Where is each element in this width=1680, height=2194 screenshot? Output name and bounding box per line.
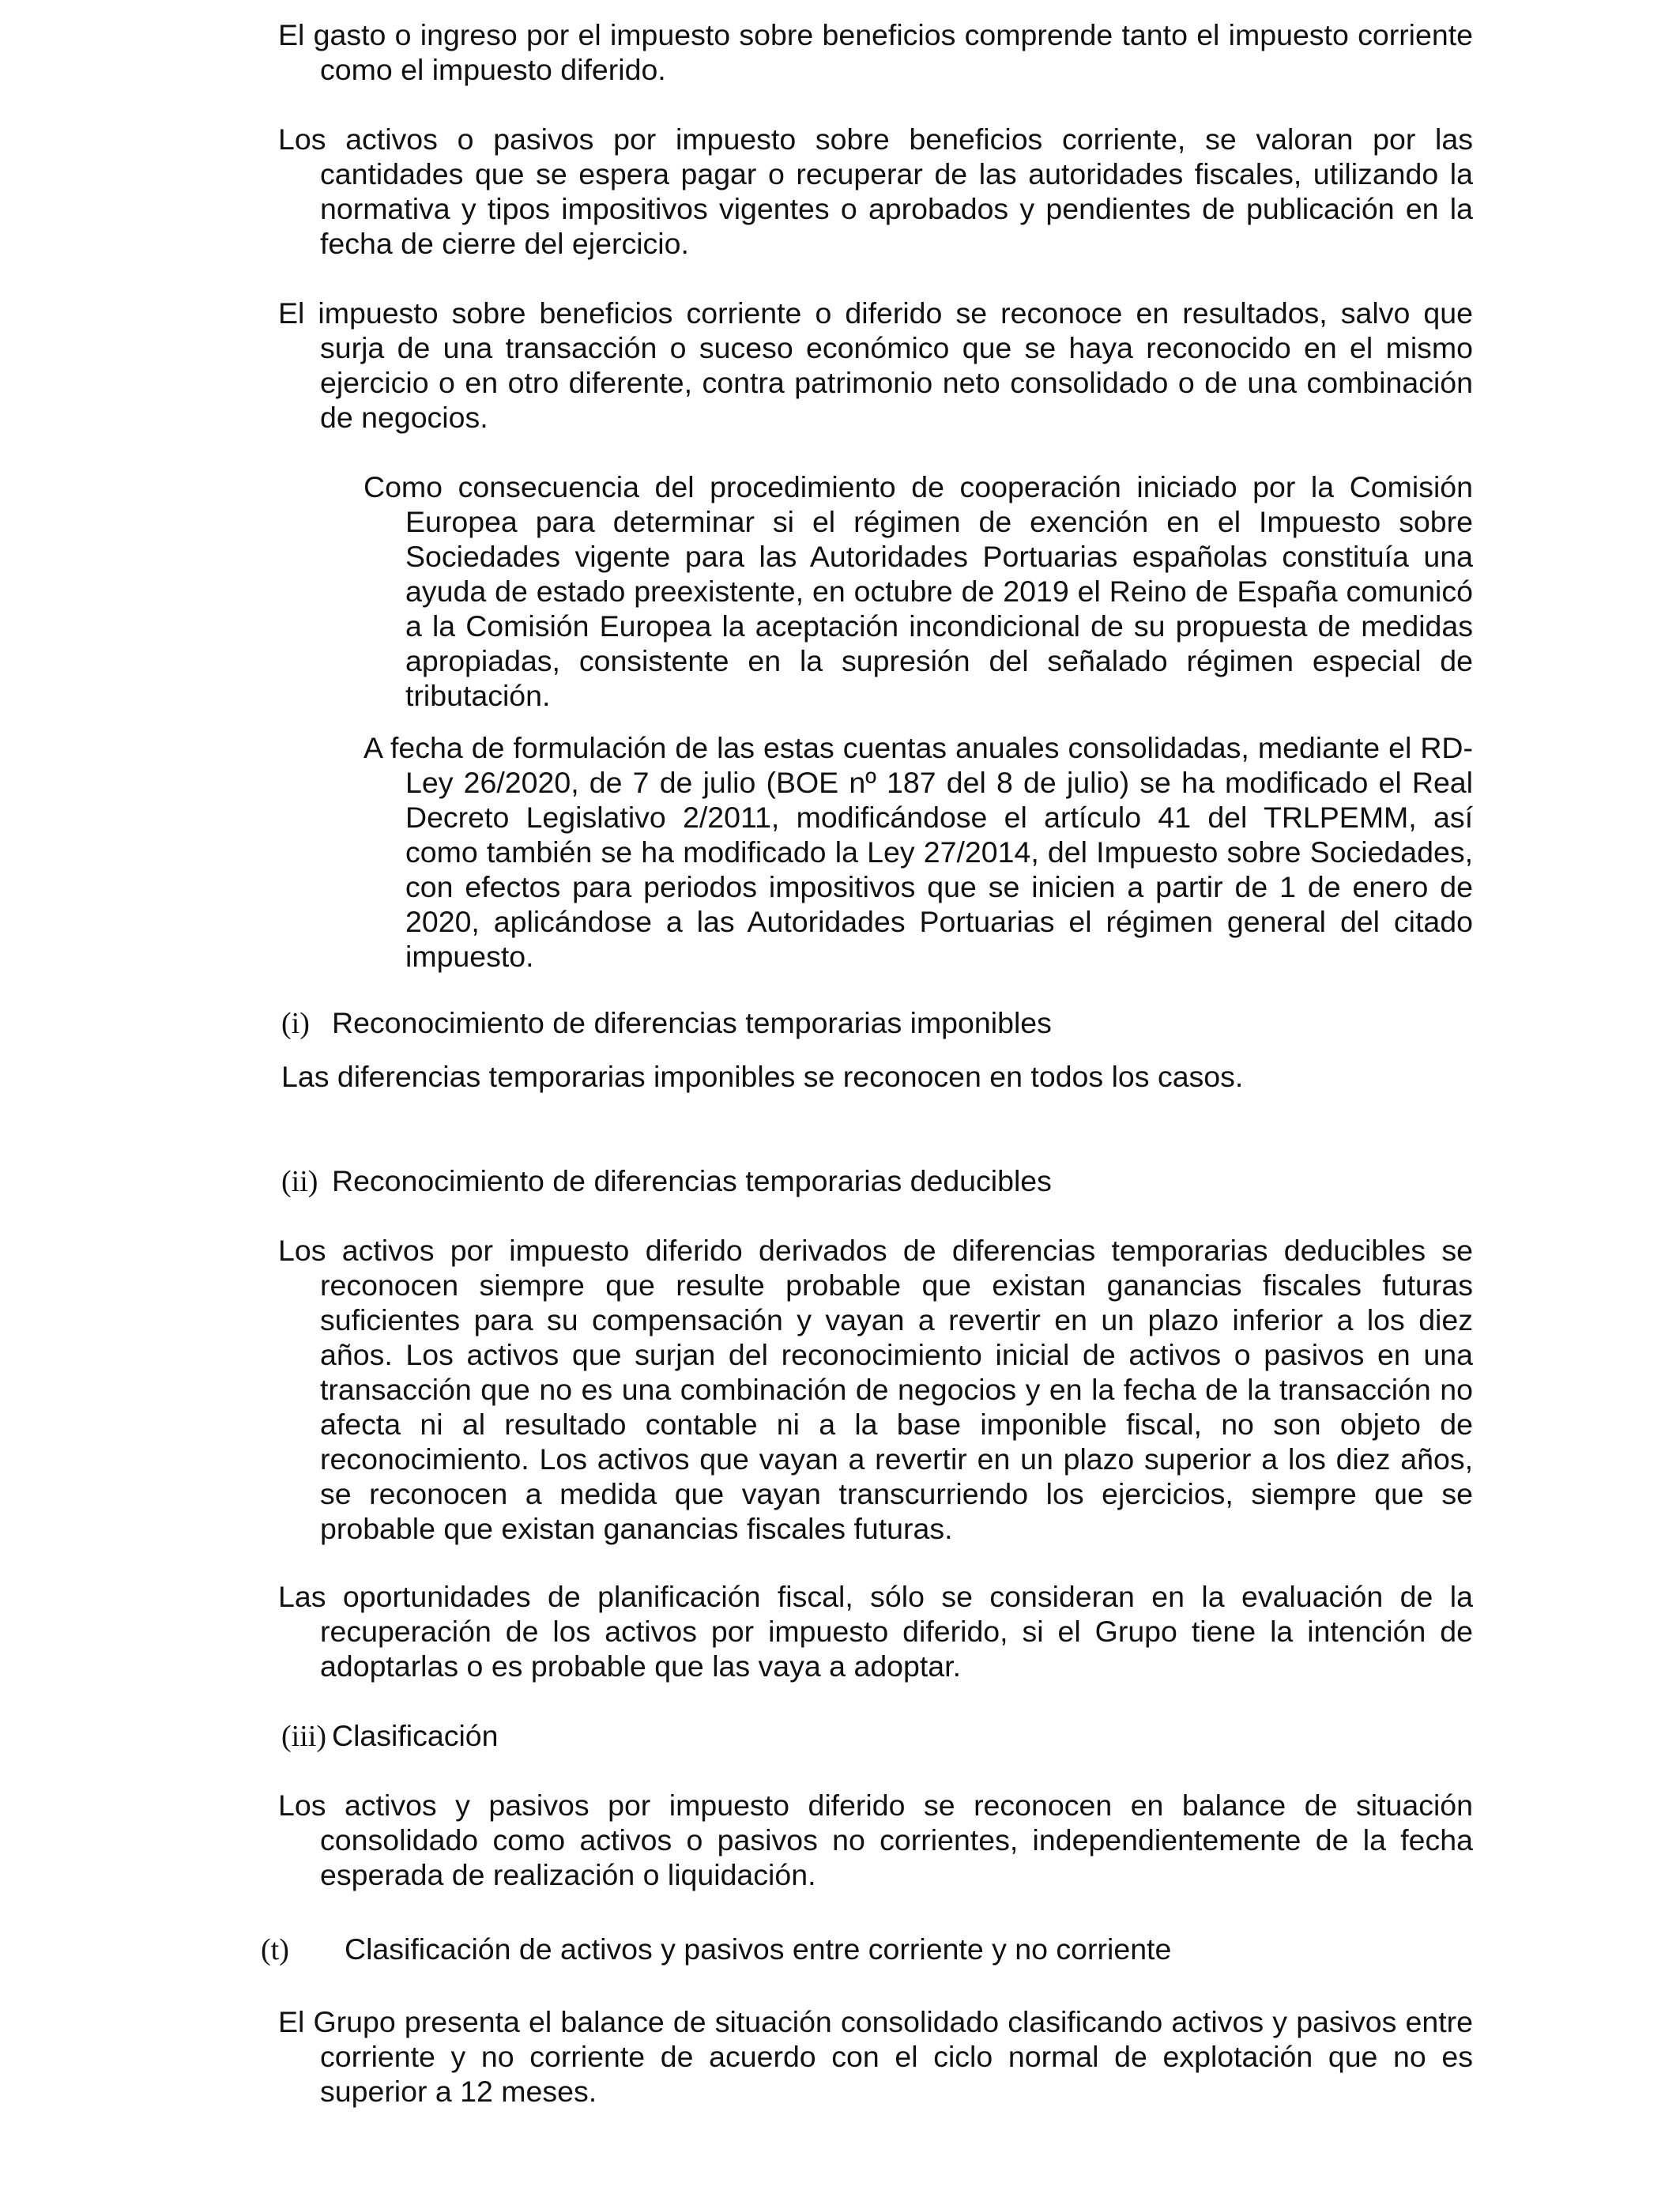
- heading-title: Reconocimiento de diferencias temporarias deducibles: [332, 1164, 1052, 1197]
- heading-number: (t): [261, 1933, 289, 1966]
- paragraph-current-tax-valuation: Los activos o pasivos por impuesto sobre beneficios corriente, se valoran por las cantidades que se espera pagar o recuperar de las autoridades fiscales, utilizando la normativa y tipos impositivos vigentes o aprobados y pendientes de publicación en la fecha de cierre del ejercicio.: [278, 123, 1473, 260]
- paragraph-deferred-tax-classification: Los activos y pasivos por impuesto diferido se reconocen en balance de situación consolidado como activos o pasivos no corrientes, independientemente de la fecha esperada de realización o liquidación.: [278, 1789, 1473, 1891]
- paragraph-tax-expense-definition: El gasto o ingreso por el impuesto sobre beneficios comprende tanto el impuesto corriente como el impuesto diferido.: [278, 18, 1473, 86]
- heading-title: Reconocimiento de diferencias temporarias imponibles: [332, 1006, 1052, 1039]
- paragraph-deferred-tax-assets: Los activos por impuesto diferido derivados de diferencias temporarias deducibles se reconocen siempre que resulte probable que existan ganancias fiscales futuras suficientes para su compensación y vayan a revertir en un plazo inferior a los diez años. Los activos que surjan del reconocimiento inicial de activos o pasivos en una transacción que no es una combinación de negocios y en la fecha de la transacción no afecta ni al resultado contable ni a la base imponible fiscal, no son objeto de reconocimiento. Los activos que vayan a revertir en un plazo superior a los diez años, se reconocen a medida que vayan transcurriendo los ejercicios, siempre que se probable que existan ganancias fiscales futuras.: [278, 1234, 1473, 1545]
- paragraph-taxable-differences: Las diferencias temporarias imponibles se reconocen en todos los casos.: [281, 1060, 1244, 1093]
- paragraph-european-commission-cooperation: Como consecuencia del procedimiento de cooperación iniciado por la Comisión Europea para determinar si el régimen de exención en el Impuesto sobre Sociedades vigente para las Autoridades Portuarias españolas constituía una ayuda de estado preexistente, en octubre de 2019 el Reino de España comunicó a la Comisión Europea la aceptación incondicional de su propuesta de medidas apropiadas, consistente en la supresión del señalado régimen especial de tributación.: [363, 470, 1473, 712]
- heading-current-noncurrent: [261, 1932, 1171, 1967]
- heading-title: Clasificación de activos y pasivos entre corriente y no corriente: [345, 1932, 1172, 1966]
- heading-taxable-differences: [281, 1005, 1052, 1041]
- paragraph-tax-planning: Las oportunidades de planificación fiscal, sólo se consideran en la evaluación de la recuperación de los activos por impuesto diferido, si el Grupo tiene la intención de adoptarlas o es probable que las vaya a adoptar.: [278, 1580, 1473, 1683]
- paragraph-balance-classification: El Grupo presenta el balance de situación consolidado clasificando activos y pasivos entre corriente y no corriente de acuerdo con el ciclo normal de explotación que no es superior a 12 meses.: [278, 2005, 1473, 2108]
- heading-number: (i): [281, 1007, 310, 1040]
- paragraph-rd-ley-2020: A fecha de formulación de las estas cuentas anuales consolidadas, mediante el RD-Ley 26/2020, de 7 de julio (BOE nº 187 del 8 de julio) se ha modificado el Real Decreto Legislativo 2/2011, modificándose el artículo 41 del TRLPEMM, así como también se ha modificado la Ley 27/2014, del Impuesto sobre Sociedades, con efectos para periodos impositivos que se inicien a partir de 1 de enero de 2020, aplicándose a las Autoridades Portuarias el régimen general del citado impuesto.: [363, 731, 1473, 973]
- heading-number: (iii): [281, 1720, 326, 1753]
- heading-deductible-differences: [281, 1163, 1052, 1199]
- heading-number: (ii): [281, 1165, 318, 1198]
- heading-title: Clasificación: [332, 1719, 499, 1752]
- heading-classification: [281, 1718, 499, 1754]
- paragraph-tax-recognition-results: El impuesto sobre beneficios corriente o diferido se reconoce en resultados, salvo que surja de una transacción o suceso económico que se haya reconocido en el mismo ejercicio o en otro diferente, contra patrimonio neto consolidado o de una combinación de negocios.: [278, 296, 1473, 434]
